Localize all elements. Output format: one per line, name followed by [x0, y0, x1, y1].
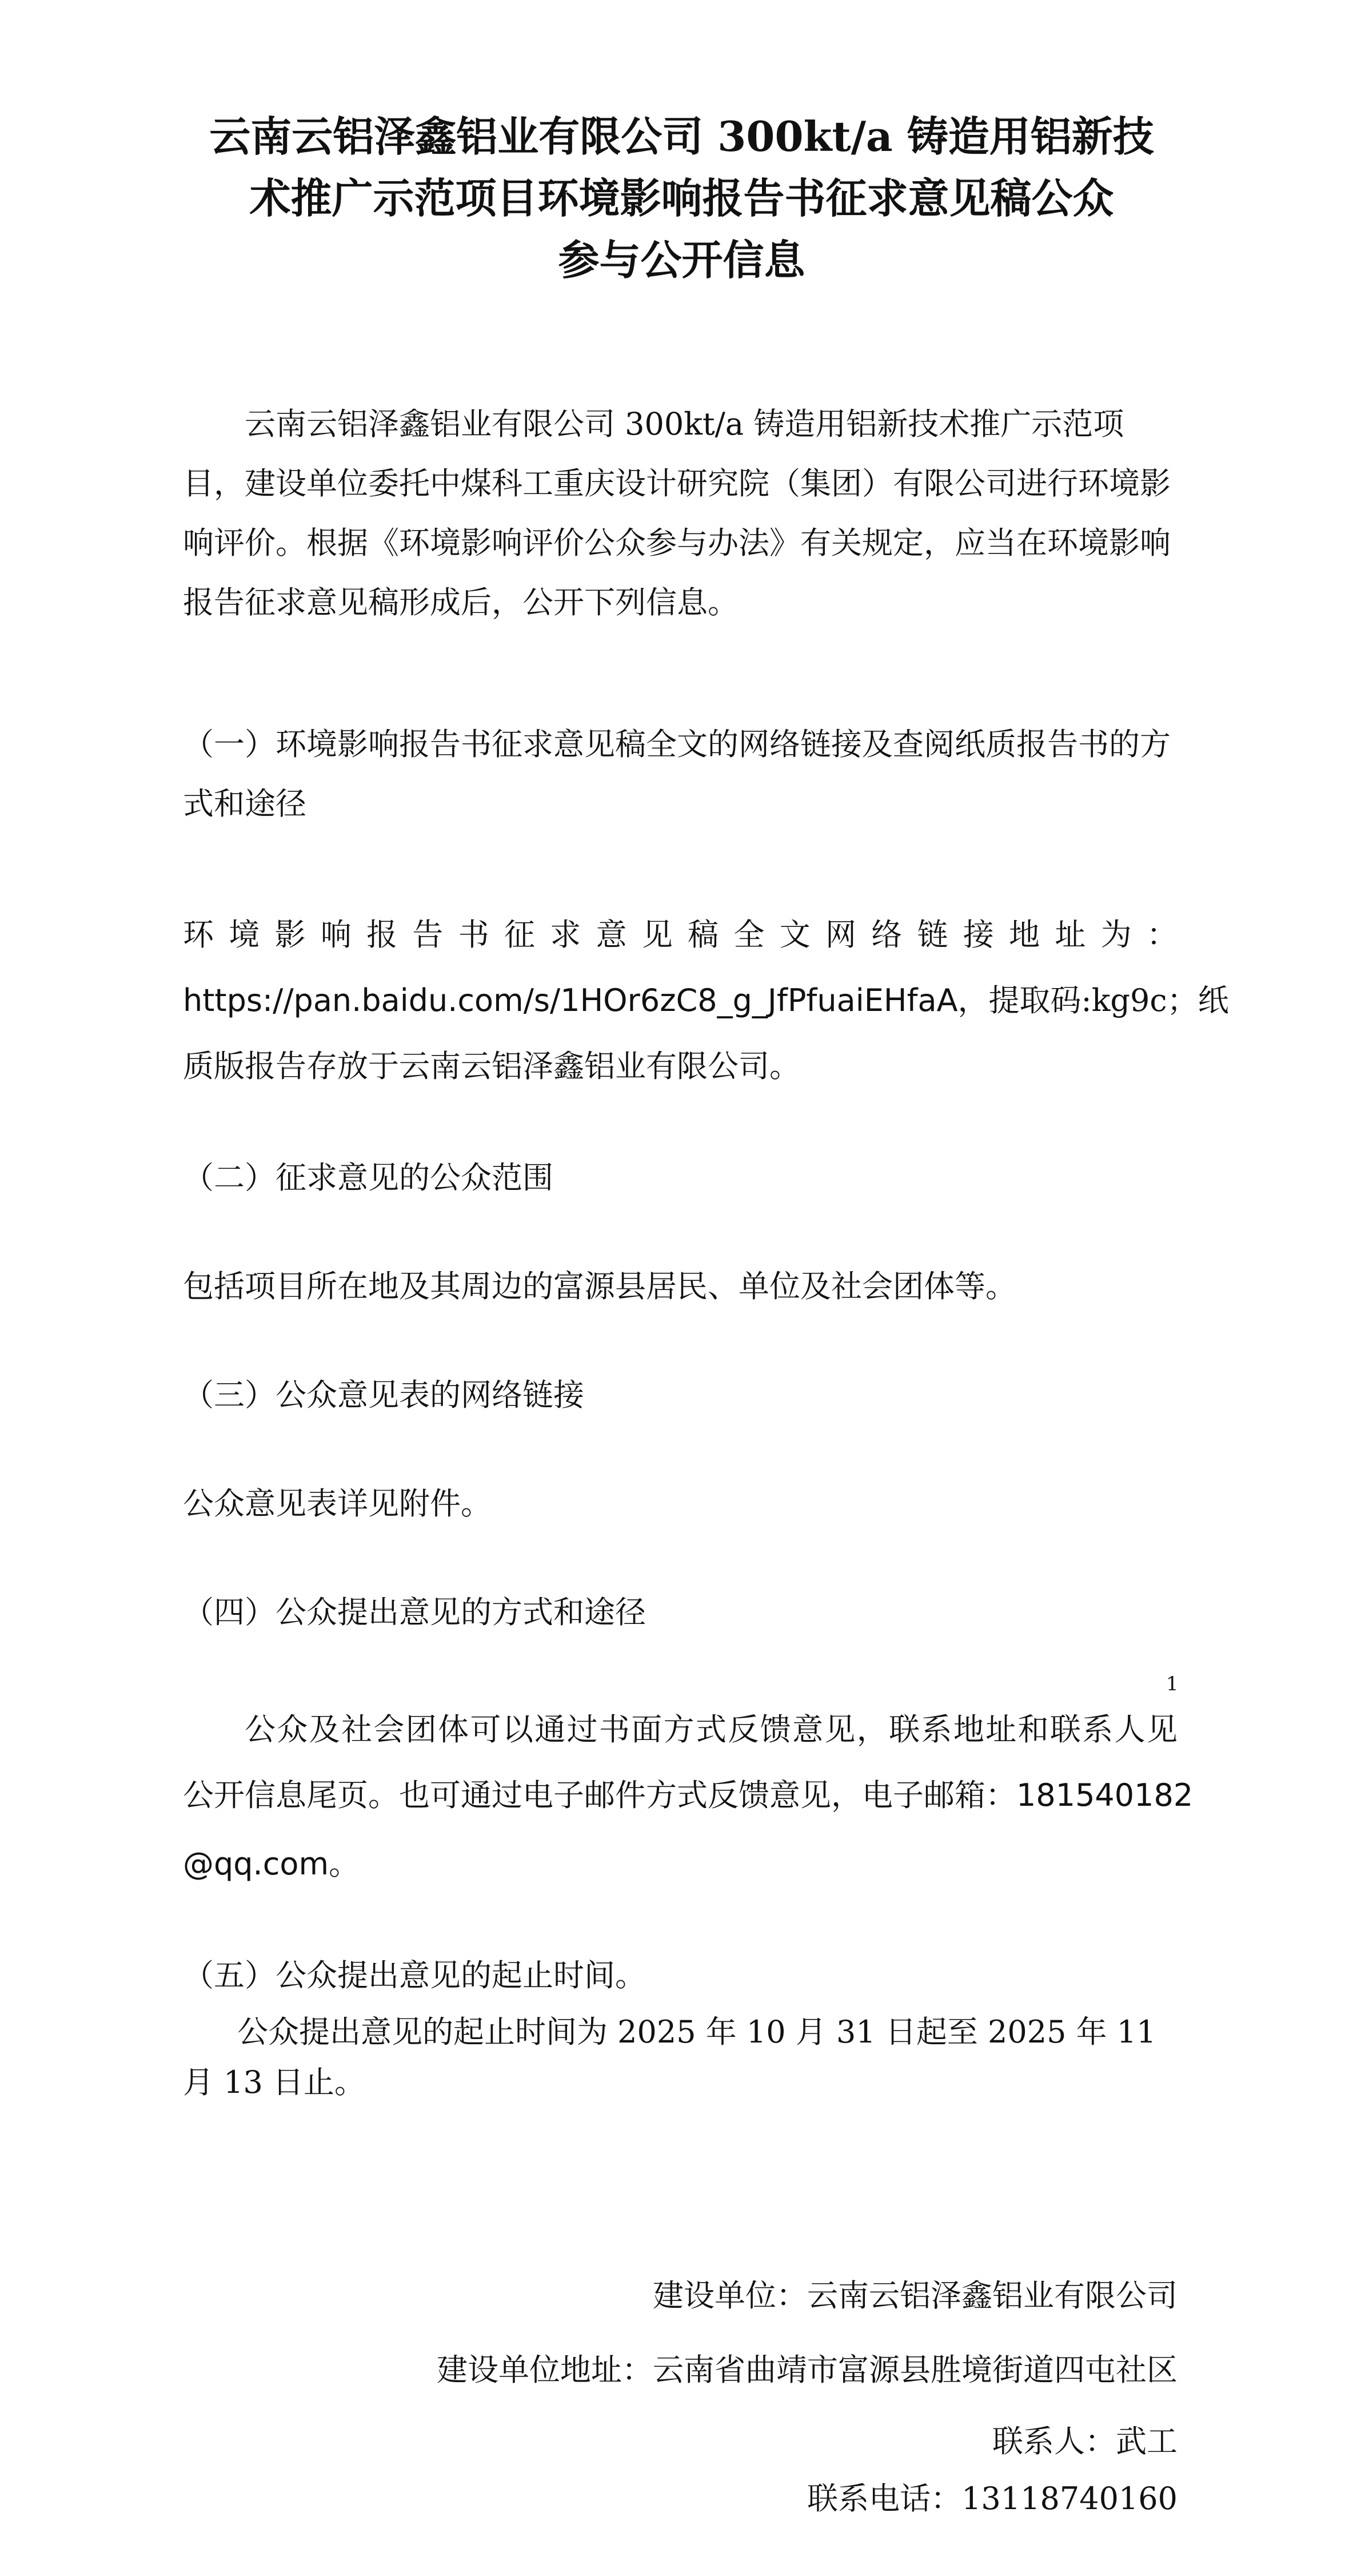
- intro-paragraph: 云南云铝泽鑫铝业有限公司 300kt/a 铸造用铝新技术推广示范项目，建设单位委托中煤科工重庆设计研究院（集团）有限公司进行环境影响评价。根据《环境影响评价公众参与办法》有关规定，应当在环境影响报告征求意见稿形成后，公开下列信息。: [183, 406, 1171, 620]
- page-number: 1: [1166, 1673, 1179, 1695]
- section-1-heading: （一）环境影响报告书征求意见稿全文的网络链接及查阅纸质报告书的方式和途径: [183, 726, 1171, 822]
- email-period: 。: [329, 1846, 360, 1882]
- section-1-link-intro: 环境影响报告书征求意见稿全文网络链接地址为：: [183, 917, 1178, 953]
- email-number: 181540182: [1016, 1777, 1194, 1813]
- section-5-heading: （五）公众提出意见的起止时间。: [183, 1957, 646, 1993]
- section-4-line: 公众及社会团体可以通过书面方式反馈意见，联系地址和联系人见: [245, 1711, 1178, 1747]
- title-line: 参与公开信息: [558, 236, 805, 284]
- title-line: 术推广示范项目环境影响报告书征求意见稿公众: [249, 174, 1114, 222]
- section-3-heading: （三）公众意见表的网络链接: [183, 1377, 584, 1413]
- email-line: [183, 1844, 1178, 1884]
- section-3-body: 公众意见表详见附件。: [183, 1486, 492, 1522]
- section-2-heading: （二）征求意见的公众范围: [183, 1160, 553, 1196]
- extract-code: ，提取码:kg9c；纸: [957, 982, 1229, 1018]
- section-2-body: 包括项目所在地及其周边的富源县居民、单位及社会团体等。: [183, 1268, 1016, 1304]
- section-1-paper-location: 质版报告存放于云南云铝泽鑫铝业有限公司。: [183, 1048, 800, 1084]
- signature-unit: 建设单位：云南云铝泽鑫铝业有限公司: [653, 2278, 1178, 2314]
- title-line: 云南云铝泽鑫铝业有限公司 300kt/a 铸造用铝新技: [209, 112, 1154, 161]
- signature-phone: 联系电话：13118740160: [807, 2481, 1178, 2517]
- signature-contact: 联系人：武工: [992, 2423, 1178, 2459]
- signature-address: 建设单位地址：云南省曲靖市富源县胜境街道四屯社区: [437, 2352, 1178, 2388]
- section-1-link-line: [183, 981, 1229, 1021]
- download-link[interactable]: https://pan.baidu.com/s/1HOr6zC8_g_JfPfuaiEHfaA: [183, 982, 958, 1018]
- section-5-body: 公众提出意见的起止时间为 2025 年 10 月 31 日起至 2025 年 11 月 13 日止。: [183, 2014, 1156, 2100]
- email-domain[interactable]: @qq.com: [183, 1846, 329, 1882]
- section-4-line: [183, 1775, 1194, 1815]
- document-title: [183, 106, 1180, 291]
- section-4-text: 公开信息尾页。也可通过电子邮件方式反馈意见，电子邮箱：: [183, 1777, 1016, 1813]
- section-4-heading: （四）公众提出意见的方式和途径: [183, 1594, 646, 1630]
